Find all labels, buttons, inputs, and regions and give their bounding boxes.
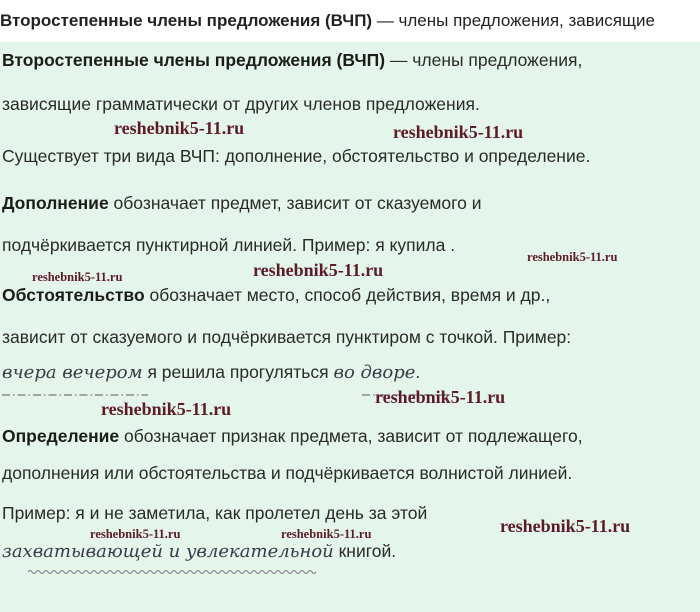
opredelenie-line-3: Пример: я и не заметила, как пролетел день за этой [2,503,428,523]
watermark: reshebnik5-11.ru [393,122,524,142]
dash-dot-underline [2,392,152,398]
dopolnenie-line: Дополнение обозначает предмет, зависит от сказуемого и [2,193,482,213]
intro-line-2: зависящие грамматически от других членов предложения. [2,94,480,114]
opredelenie-term: Определение [2,426,120,446]
page-header [0,0,700,42]
watermark: reshebnik5-11.ru [500,516,631,536]
watermark: reshebnik5-11.ru [253,260,384,280]
watermark: reshebnik5-11.ru [114,118,245,138]
definition-card [0,42,700,612]
wavy-underline [28,568,320,576]
obstoyatelstvo-line-2: зависит от сказуемого и подчёркивается пунктиром с точкой. Пример: [2,327,572,347]
watermark: reshebnik5-11.ru [101,399,232,419]
header-term: Второстепенные члены предложения (ВЧП) [0,11,373,30]
watermark: reshebnik5-11.ru [32,270,123,284]
types-line: Существует три вида ВЧП: дополнение, обстоятельство и определение. [2,146,591,166]
obstoyatelstvo-term: Обстоятельство [2,285,145,305]
dopolnenie-term: Дополнение [2,193,109,213]
watermark: reshebnik5-11.ru [375,387,506,407]
obstoyatelstvo-example: вчера вечером я решила прогуляться во дворе. [2,362,421,383]
watermark: reshebnik5-11.ru [90,527,181,541]
opredelenie-line: Определение обозначает признак предмета, зависит от подлежащего, [2,426,583,446]
dopolnenie-line-2: подчёркивается пунктирной линией. Пример: я купила . [2,235,456,255]
intro-term: Второстепенные члены предложения (ВЧП) [2,50,386,70]
watermark: reshebnik5-11.ru [527,250,618,264]
example-phrase: вчера вечером [2,362,143,383]
intro-line: Второстепенные члены предложения (ВЧП) — члены предложения, [2,50,583,70]
watermark: reshebnik5-11.ru [281,527,372,541]
obstoyatelstvo-line: Обстоятельство обозначает место, способ действия, время и др., [2,285,551,305]
opredelenie-example: захватывающей и увлекательной книгой. [2,541,397,562]
example-phrase: во дворе [333,362,416,383]
header-text: — члены предложения, зависящие [372,11,655,30]
example-phrase: захватывающей и увлекательной [2,541,334,562]
opredelenie-line-2: дополнения или обстоятельства и подчёркивается волнистой линией. [2,463,573,483]
